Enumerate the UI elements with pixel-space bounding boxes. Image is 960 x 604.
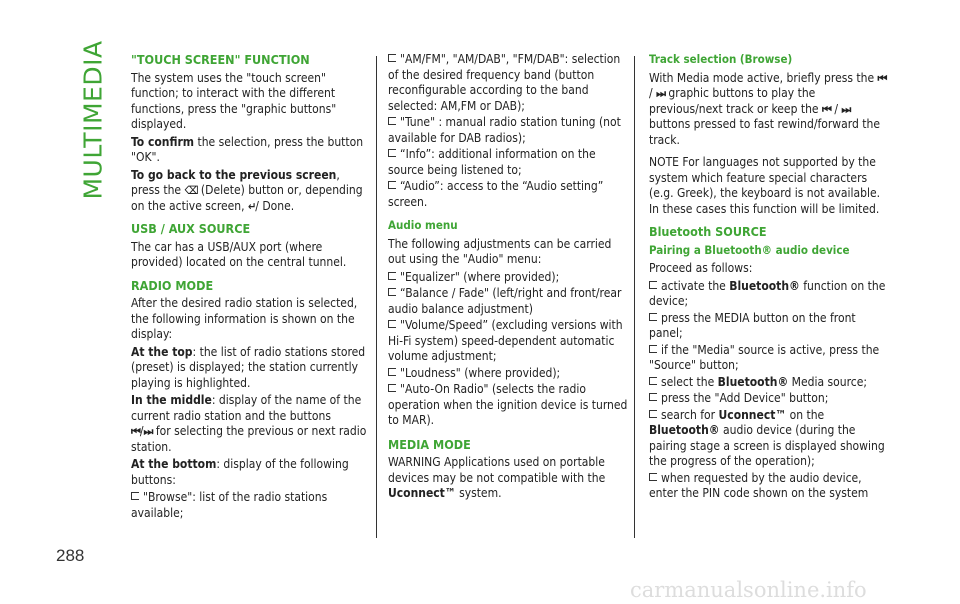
column-3 bbox=[649, 52, 889, 503]
list-item: "Auto-On Radio" (selects the radio operation when the ignition device is turned to MAR). bbox=[388, 382, 628, 427]
list-item: “Balance / Fade" (left/right and front/rear audio balance adjustment) bbox=[388, 286, 622, 316]
track-text: With Media mode active, briefly press the ⏮ / ⏭ graphic buttons to play the previous/next track or keep the ⏮ / ⏭ buttons pressed to fast rewind/forward the track. bbox=[649, 70, 887, 147]
page-number: 288 bbox=[56, 546, 85, 565]
media-warning: WARNING Applications used on portable devices may be not compatible with the Uconnect™ system. bbox=[388, 455, 606, 500]
bullet-icon bbox=[388, 181, 396, 189]
column-1 bbox=[131, 52, 371, 522]
bullet-icon bbox=[388, 384, 396, 392]
bullet-icon bbox=[388, 149, 396, 157]
radio-intro: After the desired radio station is selected, the following information is shown on the display: bbox=[131, 296, 358, 341]
heading-track-selection: Track selection (Browse) bbox=[649, 52, 793, 66]
delete-icon: ⌫ bbox=[184, 184, 198, 197]
bullet-icon bbox=[649, 281, 657, 289]
radio-top: At the top: the list of radio stations stored (preset) is displayed; the station currently playing is highlighted. bbox=[131, 344, 366, 390]
watermark: carmanualsonline.info bbox=[630, 578, 867, 602]
bullet-icon bbox=[649, 345, 657, 353]
list-item: "Browse": list of the radio stations available; bbox=[131, 490, 328, 520]
touch-confirm: To confirm the selection, press the button "OK". bbox=[131, 134, 364, 164]
list-item: “Audio”: access to the “Audio setting” screen. bbox=[388, 179, 604, 209]
next-icon: ⏭ bbox=[143, 425, 153, 438]
heading-radio-mode: RADIO MODE bbox=[131, 277, 214, 293]
bullet-icon bbox=[649, 393, 657, 401]
bullet-icon bbox=[131, 492, 139, 500]
next-icon: ⏭ bbox=[656, 87, 665, 100]
radio-middle: In the middle: display of the name of the current radio station and the buttons ⏮/⏭ for selecting the previous or next radio station. bbox=[131, 393, 367, 454]
touch-intro: The system uses the "touch screen" function; to interact with the different functions, press the "graphic buttons" displayed. bbox=[131, 70, 337, 131]
bt-intro: Proceed as follows: bbox=[649, 261, 753, 275]
list-item: "AM/FM", "AM/DAB", "FM/DAB": selection of the desired frequency band (button reconfigurable according to the band selected: AM,FM or DAB); bbox=[388, 52, 621, 113]
usb-text: The car has a USB/AUX port (where provided) located on the central tunnel. bbox=[131, 239, 347, 269]
audio-menu-intro: The following adjustments can be carried out using the "Audio" menu: bbox=[388, 236, 612, 266]
section-title-vertical: MULTIMEDIA bbox=[78, 40, 108, 200]
list-item: press the MEDIA button on the front panel; bbox=[649, 310, 856, 340]
list-item: "Volume/Speed” (excluding versions with Hi-Fi system) speed-dependent automatic volume adjustment; bbox=[388, 318, 623, 363]
previous-icon: ⏮ bbox=[131, 425, 140, 438]
bullet-icon bbox=[649, 377, 657, 385]
heading-audio-menu: Audio menu bbox=[388, 218, 458, 232]
previous-icon: ⏮ bbox=[822, 102, 831, 116]
previous-icon: ⏮ bbox=[877, 71, 887, 85]
list-item: "Loudness" (where provided); bbox=[388, 366, 628, 382]
bullet-icon bbox=[388, 117, 396, 125]
list-item: search for Uconnect™ on the Bluetooth® audio device (during the pairing stage a screen is displayed showing the progress of the operation); bbox=[649, 407, 885, 468]
list-item: when requested by the audio device, enter the PIN code shown on the system bbox=[649, 470, 869, 500]
list-item: “Info”: additional information on the source being listened to; bbox=[388, 147, 596, 177]
list-item: activate the Bluetooth® function on the device; bbox=[649, 278, 886, 308]
radio-bottom: At the bottom: display of the following buttons: bbox=[131, 457, 349, 487]
bullet-icon bbox=[649, 410, 657, 418]
note-text: NOTE For languages not supported by the system which feature special characters (e.g. Greek), the keyboard is not available. In these cases this function will be limited. bbox=[649, 155, 881, 216]
bullet-icon bbox=[388, 320, 396, 328]
list-item: if the "Media" source is active, press the "Source" button; bbox=[649, 342, 880, 372]
list-item: press the "Add Device" button; bbox=[649, 391, 889, 407]
heading-touch-screen: "TOUCH SCREEN" FUNCTION bbox=[131, 52, 310, 67]
touch-back: To go back to the previous screen, press the ⌫ (Delete) button or, depending on the active screen, ↵/ Done. bbox=[131, 167, 363, 213]
done-icon: ↵ bbox=[247, 199, 256, 213]
list-item: "Equalizer" (where provided); bbox=[388, 270, 628, 286]
column-2 bbox=[388, 52, 628, 509]
list-item: select the Bluetooth® Media source; bbox=[649, 375, 889, 391]
bullet-icon bbox=[388, 54, 396, 62]
column-divider bbox=[634, 56, 635, 538]
heading-pairing: Pairing a Bluetooth® audio device bbox=[649, 242, 850, 257]
heading-media-mode: MEDIA MODE bbox=[388, 436, 471, 452]
bullet-icon bbox=[649, 313, 657, 321]
next-icon: ⏭ bbox=[841, 102, 851, 116]
bullet-icon bbox=[388, 272, 396, 280]
column-divider bbox=[376, 56, 377, 538]
heading-usb-aux: USB / AUX SOURCE bbox=[131, 221, 251, 236]
heading-bluetooth-source: Bluetooth SOURCE bbox=[649, 224, 767, 239]
list-item: "Tune" : manual radio station tuning (not available for DAB radios); bbox=[388, 115, 621, 145]
bullet-icon bbox=[649, 473, 657, 481]
bullet-icon bbox=[388, 368, 396, 376]
bullet-icon bbox=[388, 288, 396, 296]
